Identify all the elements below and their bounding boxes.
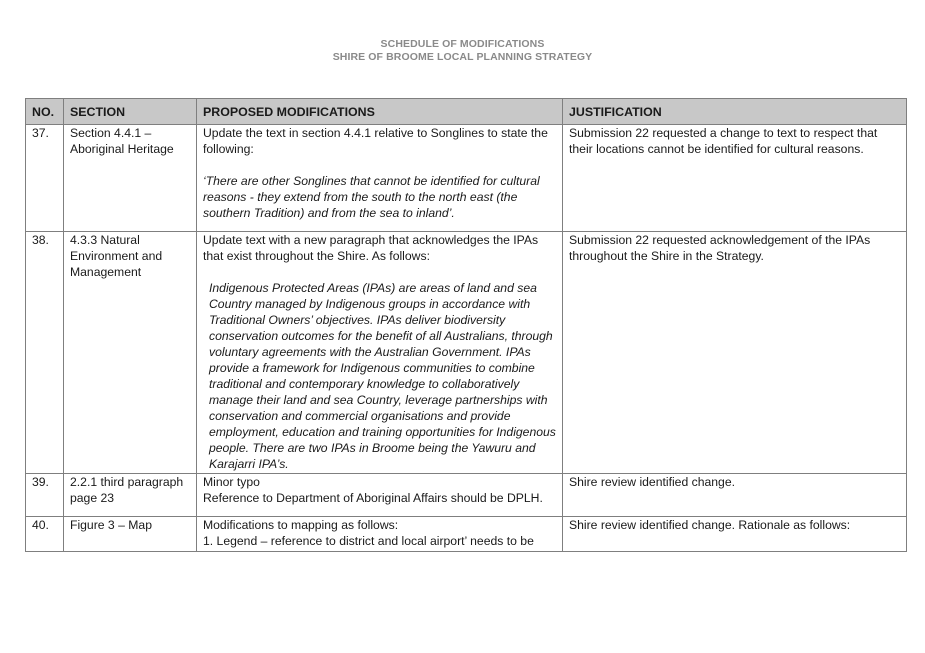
row-number: 39. <box>26 474 64 517</box>
modification-quote: Indigenous Protected Areas (IPAs) are areas of land and sea Country managed by Indigenous groups in accordance with Traditional Owners’ objectives. IPAs deliver biodiversity conservation outcomes for the benefit of all Australians, through voluntary agreements with the Australian Government. IPAs provide a framework for Indigenous communities to combine traditional and contemporary knowledge to collaboratively manage their land and sea Country, leverage partnerships with conservation and commercial organisations and provide employment, education and training opportunities for Indigenous people. There are two IPAs in Broome being the Yawuru and Karajarri IPA’s. <box>209 281 556 471</box>
table-row <box>26 517 907 552</box>
row-section: 2.2.1 third paragraph page 23 <box>64 474 197 517</box>
column-header-no: NO. <box>26 99 64 125</box>
row-section: 4.3.3 Natural Environment and Management <box>64 232 197 474</box>
modifications-table <box>25 98 907 552</box>
modification-line: Modifications to mapping as follows: <box>203 518 399 532</box>
row-section: Section 4.4.1 – Aboriginal Heritage <box>64 125 197 232</box>
row-section: Figure 3 – Map <box>64 517 197 552</box>
row-modification <box>197 517 563 552</box>
modification-line: 1. Legend – reference to district and local airport’ needs to be <box>203 534 534 548</box>
modification-line: Reference to Department of Aboriginal Affairs should be DPLH. <box>203 491 543 505</box>
modification-intro: Update text with a new paragraph that acknowledges the IPAs that exist throughout the Shire. As follows: <box>203 233 539 263</box>
document-header <box>0 38 925 64</box>
table-row <box>26 125 907 232</box>
row-justification: Submission 22 requested acknowledgement of the IPAs throughout the Shire in the Strategy. <box>563 232 907 474</box>
row-modification <box>197 232 563 474</box>
row-modification <box>197 474 563 517</box>
row-number: 38. <box>26 232 64 474</box>
column-header-section: SECTION <box>64 99 197 125</box>
column-header-justification: JUSTIFICATION <box>563 99 907 125</box>
row-justification: Shire review identified change. Rationale as follows: <box>563 517 907 552</box>
row-modification <box>197 125 563 232</box>
row-justification: Shire review identified change. <box>563 474 907 517</box>
table-row <box>26 232 907 474</box>
row-justification: Submission 22 requested a change to text to respect that their locations cannot be identified for cultural reasons. <box>563 125 907 232</box>
header-title: SCHEDULE OF MODIFICATIONS <box>380 38 545 50</box>
modification-line: Minor typo <box>203 475 260 489</box>
row-number: 37. <box>26 125 64 232</box>
header-subtitle: SHIRE OF BROOME LOCAL PLANNING STRATEGY <box>332 51 593 63</box>
modification-quote: ‘There are other Songlines that cannot be identified for cultural reasons - they extend from the south to the north east (the southern Tradition) and from the sea to inland’. <box>203 174 540 220</box>
modification-intro: Update the text in section 4.4.1 relative to Songlines to state the following: <box>203 126 548 156</box>
row-number: 40. <box>26 517 64 552</box>
table-row <box>26 474 907 517</box>
table-header-row <box>26 99 907 125</box>
column-header-proposed-modifications: PROPOSED MODIFICATIONS <box>197 99 563 125</box>
